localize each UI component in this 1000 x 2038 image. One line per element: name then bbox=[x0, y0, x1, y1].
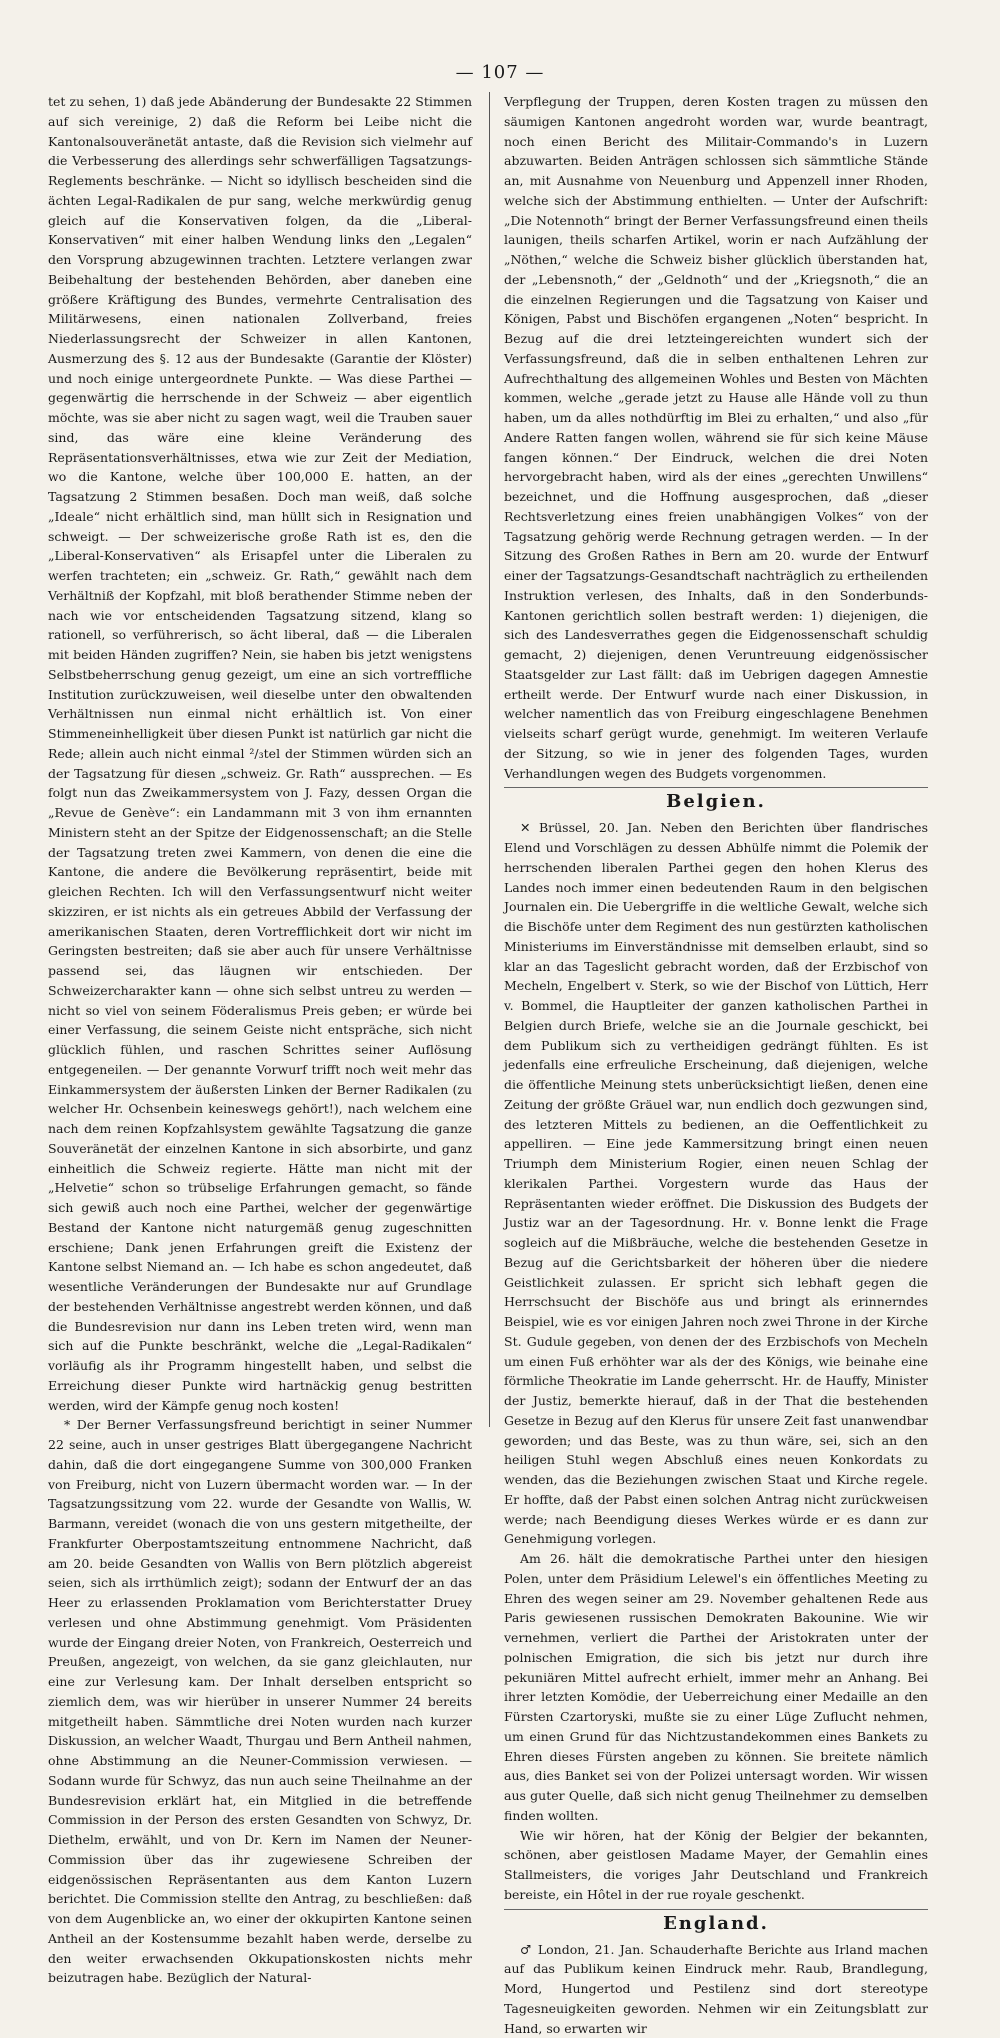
article-berner-verfassungsfreund: * Der Berner Verfassungsfreund berichtigt in seiner Nummer 22 seine, auch in unser gestriges Blatt übergegangene Nachricht dahin, daß die dort eingegangene Summe von 300,000 Franken von Freiburg, nicht von Luzern übermacht worden war. — In der Tagsatzungssitzung vom 22. wurde der Gesandte von Wallis, W. Barmann, vereidet (wonach die von uns gestern mitgetheilte, der Frankfurter Oberpostamtszeitung entnommene Nachricht, daß am 20. beide Gesandten von Wallis von Bern plötzlich abgereist seien, sich als irrthümlich zeigt); sodann der Entwurf der an das Heer zu erlassenden Proklamation vom Berichterstatter Druey verlesen und ohne Abstimmung genehmigt. Vom Präsidenten wurde der Eingang dreier Noten, von Frankreich, Oesterreich und Preußen, angezeigt, von welchen, da sie ganz gleichlauten, nur eine zur Verlesung kam. Der Inhalt derselben entspricht so ziemlich dem, was wir hierüber in unserer Nummer 24 bereits mitgetheilt haben. Sämmtliche drei Noten wurden nach kurzer Diskussion, an welcher Waadt, Thurgau und Bern Antheil nahmen, ohne Abstimmung an die Neuner-Commission verwiesen. — Sodann wurde für Schwyz, das nun auch seine Theilnahme an der Bundesrevision erklärt hat, ein Mitglied in die betreffende Commission in der Person des ersten Gesandten von Schwyz, Dr. Diethelm, erwählt, und von Dr. Kern im Namen der Neuner-Commission über das ihr zugewiesene Schreiben der eidgenössischen Repräsentanten aus dem Kanton Luzern berichtet. Die Commission stellte den Antrag, zu beschließen: daß von dem Augenblicke an, wo einer der okkupirten Kantone seinen Antheil an der Kostensumme bezahlt haben werde, derselbe zu den weiter erwachsenden Okkupationskosten nichts mehr beizutragen habe. Bezüglich der Natural- bbox=[48, 1415, 472, 1988]
section-rule bbox=[504, 1909, 928, 1910]
article-brussels: ✕ Brüssel, 20. Jan. Neben den Berichten über flandrisches Elend und Vorschlägen zu dessen Abhülfe nimmt die Polemik der herrschenden liberalen Parthei gegen den hohen Klerus des Landes noch immer einen bedeutenden Raum in den belgischen Journalen ein. Die Uebergriffe in die weltliche Gewalt, welche sich die Bischöfe unter dem Regiment des nun gestürzten katholischen Ministeriums im Einverständnisse mit demselben erlaubt, sind so klar an das Tageslicht gebracht worden, daß der Erzbischof von Mecheln, Engelbert v. Sterk, so wie der Bischof von Lüttich, Herr v. Bommel, die Hauptleiter der ganzen katholischen Parthei in Belgien durch Briefe, welche sie an die Journale geschickt, bei dem Publikum sich zu vertheidigen gedrängt fühlten. Es ist jedenfalls eine erfreuliche Erscheinung, daß diejenigen, welche die öffentliche Meinung stets unberücksichtigt ließen, denen eine Zeitung der größte Gräuel war, nun endlich doch gezwungen sind, des letzteren Mittels zu bedienen, an die Oeffentlichkeit zu appelliren. — Eine jede Kammersitzung bringt einen neuen Triumph dem Ministerium Rogier, einen neuen Schlag der klerikalen Parthei. Vorgestern wurde das Haus der Repräsentanten wieder eröffnet. Die Diskussion des Budgets der Justiz war an der Tagesordnung. Hr. v. Bonne lenkt die Frage sogleich auf die Mißbräuche, welche die bestehenden Gesetze in Bezug auf die Gerichtsbarkeit der höheren über die niedere Geistlichkeit zulassen. Er spricht sich lebhaft gegen die Herrschsucht der Bischöfe aus und bringt als erinnerndes Beispiel, wie es vor einigen Jahren noch zwei Throne in der Kirche St. Gudule gegeben, von denen der des Erzbischofs von Mecheln um einen Fuß erhöhter war als der des Königs, wie beinahe eine förmliche Theokratie im Lande geherrscht. Hr. de Hauffy, Minister der Justiz, bemerkte hierauf, daß in der That die bestehenden Gesetze in Bezug auf den Klerus für unsere Zeit fast unanwendbar geworden; und das Beste, was zu thun wäre, sei, sich an den heiligen Stuhl wegen Abschluß eines neuen Konkordats zu wenden, das die Beziehungen zwischen Staat und Kirche regele. Er hoffte, daß der Pabst einen solchen Antrag nicht zurückweisen werde; nach Beendigung dieses Werkes würde er es dann zur Genehmigung vorlegen. bbox=[504, 818, 928, 1549]
left-column bbox=[48, 92, 472, 1432]
section-heading-belgien: Belgien. bbox=[504, 790, 928, 814]
article-london: ♂ London, 21. Jan. Schauderhafte Berichte aus Irland machen auf das Publikum keinen Eindruck mehr. Raub, Brandlegung, Mord, Hungertod und Pestilenz sind dort stereotype Tagesneuigkeiten geworden. Nehmen wir ein Zeitungsblatt zur Hand, so erwarten wir bbox=[504, 1940, 928, 2038]
right-column bbox=[504, 92, 928, 1432]
columns bbox=[48, 92, 928, 1432]
section-rule bbox=[504, 787, 928, 788]
page-number: — 107 — bbox=[0, 62, 1000, 83]
article-madame-mayer: Wie wir hören, hat der König der Belgier der bekannten, schönen, aber geistlosen Madame Mayer, der Gemahlin eines Stallmeisters, die voriges Jahr Deutschland und Frankreich bereiste, ein Hôtel in der rue royale geschenkt. bbox=[504, 1826, 928, 1905]
article-swiss-continued: Verpflegung der Truppen, deren Kosten tragen zu müssen den säumigen Kantonen angedroht worden war, wurde beantragt, noch einen Bericht des Militair-Commando's in Luzern abzuwarten. Beiden Anträgen schlossen sich sämmtliche Stände an, mit Ausnahme von Neuenburg und Appenzell inner Rhoden, welche sich der Abstimmung enthielten. — Unter der Aufschrift: „Die Notennoth“ bringt der Berner Verfassungsfreund einen theils launigen, theils scharfen Artikel, worin er nach Aufzählung der „Nöthen,“ welche die Schweiz bisher glücklich überstanden hat, der „Lebensnoth,“ der „Geldnoth“ und der „Kriegsnoth,“ die an die einzelnen Regierungen und die Tagsatzung von Kaiser und Königen, Pabst und Bischöfen ergangenen „Noten“ bespricht. In Bezug auf die drei letzteingereichten wundert sich der Verfassungsfreund, daß die in selben enthaltenen Lehren zur Aufrechthaltung des allgemeinen Wohles und Besten von Mächten kommen, welche „gerade jetzt zu Hause alle Hände voll zu thun haben, um da alles nothdürftig im Blei zu erhalten,“ und also „für Andere Ratten fangen wollen, während sie für sich keine Mäuse fangen können.“ Der Eindruck, welchen die drei Noten hervorgebracht haben, wird als der eines „gerechten Unwillens“ bezeichnet, und die Hoffnung ausgesprochen, daß „dieser Rechtsverletzung eines freien unabhängigen Volkes“ von der Tagsatzung gehörig werde Rechnung getragen werden. — In der Sitzung des Großen Rathes in Bern am 20. wurde der Entwurf einer der Tagsatzungs-Gesandtschaft nachträglich zu ertheilenden Instruktion verlesen, des Inhalts, daß in den Sonderbunds-Kantonen gerichtlich sollen bestraft werden: 1) diejenigen, die sich des Landesverrathes gegen die Eidgenossenschaft schuldig gemacht, 2) diejenigen, denen Veruntreuung eidgenössischer Staatsgelder zur Last fällt: daß im Uebrigen dagegen Amnestie ertheilt werde. Der Entwurf wurde nach einer Diskussion, in welcher namentlich das von Freiburg eingeschlagene Benehmen vielseits scharf gerügt wurde, genehmigt. Im weiteren Verlaufe der Sitzung, so wie in jener des folgenden Tages, wurden Verhandlungen wegen des Budgets vorgenommen. bbox=[504, 92, 928, 783]
article-swiss-constitution: tet zu sehen, 1) daß jede Abänderung der Bundesakte 22 Stimmen auf sich vereinige, 2) daß die Reform bei Leibe nicht die Kantonalsouveränetät antaste, daß die Revision sich vielmehr auf die Verbesserung des allerdings sehr schwerfälligen Tagsatzungs-Reglements beschränke. — Nicht so idyllisch bescheiden sind die ächten Legal-Radikalen de pur sang, welche merkwürdig genug gleich auf die Konservativen folgen, da die „Liberal-Konservativen“ mit einer halben Wendung links den „Legalen“ den Vorsprung abzugewinnen trachten. Letztere verlangen zwar Beibehaltung der bestehenden Behörden, aber daneben eine größere Kräftigung des Bundes, vermehrte Centralisation des Militärwesens, einen nationalen Zollverband, freies Niederlassungsrecht der Schweizer in allen Kantonen, Ausmerzung des §. 12 aus der Bundesakte (Garantie der Klöster) und noch einige untergeordnete Punkte. — Was diese Parthei — gegenwärtig die herrschende in der Schweiz — aber eigentlich möchte, was sie aber nicht zu sagen wagt, weil die Trauben sauer sind, das wäre eine kleine Veränderung des Repräsentationsverhältnisses, etwa wie zur Zeit der Mediation, wo die Kantone, welche über 100,000 E. hatten, an der Tagsatzung 2 Stimmen besaßen. Doch man weiß, daß solche „Ideale“ nicht erhältlich sind, man hüllt sich in Resignation und schweigt. — Der schweizerische große Rath ist es, den die „Liberal-Konservativen“ als Erisapfel unter die Liberalen zu werfen trachteten; ein „schweiz. Gr. Rath,“ gewählt nach dem Verhältniß der Kopfzahl, mit bloß berathender Stimme neben der nach wie vor entscheidenden Tagsatzung sitzend, klang so rationell, so verführerisch, so ächt liberal, daß — die Liberalen mit beiden Händen zugriffen? Nein, sie haben bis jetzt wenigstens Selbstbeherrschung genug gezeigt, um eine an sich vortreffliche Institution zurückzuweisen, weil dieselbe unter den obwaltenden Verhältnissen nun einmal nicht erhältlich ist. Von einer Stimmeneinhelligkeit über diesen Punkt ist natürlich gar nicht die Rede; allein auch nicht einmal ²/₃tel der Stimmen würden sich an der Tagsatzung für diesen „schweiz. Gr. Rath“ aussprechen. — Es folgt nun das Zweikammersystem von J. Fazy, dessen Organ die „Revue de Genève“: ein Landammann mit 3 von ihm ernannten Ministern steht an der Spitze der Eidgenossenschaft; an die Stelle der Tagsatzung treten zwei Kammern, von denen die eine die Kantone, die andere die Bevölkerung repräsentirt, beide mit gleichen Rechten. Ich will den Verfassungsentwurf nicht weiter skizziren, er ist nichts als ein getreues Abbild der Verfassung der amerikanischen Staaten, deren Vortrefflichkeit dort wir nicht im Geringsten bestreiten; daß sie aber auch für unsere Verhältnisse passend sei, das läugnen wir entschieden. Der Schweizercharakter kann — ohne sich selbst untreu zu werden — nicht so viel von seinem Föderalismus Preis geben; er würde bei einer Verfassung, die seinem Geiste nicht entspräche, sich nicht glücklich fühlen, und raschen Schrittes seiner Auflösung entgegeneilen. — Der genannte Vorwurf trifft noch weit mehr das Einkammersystem der äußersten Linken der Berner Radikalen (zu welcher Hr. Ochsenbein keineswegs gehört!), nach welchem eine nach dem reinen Kopfzahlsystem gewählte Tagsatzung die ganze Souveränetät der einzelnen Kantone in sich absorbirte, und ganz einheitlich die Schweiz regierte. Hätte man nicht mit der „Helvetie“ schon so trübselige Erfahrungen gemacht, so fände sich gewiß auch noch eine Parthei, welcher der gegenwärtige Bestand der Kantone nicht naturgemäß genug zugeschnitten erschiene; Dank jenen Erfahrungen greift die Existenz der Kantone selbst Niemand an. — Ich habe es schon angedeutet, daß wesentliche Veränderungen der Bundesakte nur auf Grundlage der bestehenden Verhältnisse angestrebt werden können, und daß die Bundesrevision nur dann ins Leben treten wird, wenn man sich auf die Punkte beschränkt, welche die „Legal-Radikalen“ vorläufig als ihr Programm hingestellt haben, und selbst die Erreichung dieser Punkte wird hartnäckig genug bestritten werden, wird der Kämpfe genug noch kosten! bbox=[48, 92, 472, 1415]
section-heading-england: England. bbox=[504, 1912, 928, 1936]
article-polish-meeting: Am 26. hält die demokratische Parthei unter den hiesigen Polen, unter dem Präsidium Lelewel's ein öffentliches Meeting zu Ehren des wegen seiner am 29. November gehaltenen Rede aus Paris gewiesenen russischen Demokraten Bakounine. Wie wir vernehmen, verliert die Parthei der Aristokraten unter der polnischen Emigration, die sich bis jetzt nur durch ihre pekuniären Mittel aufrecht erhielt, immer mehr an Anhang. Bei ihrer letzten Komödie, der Ueberreichung einer Medaille an den Fürsten Czartoryski, mußte sie zu einer Lüge Zuflucht nehmen, um einen Grund für das Nichtzustandekommen eines Bankets zu Ehren dieses Fürsten angeben zu können. Sie breitete nämlich aus, dies Banket sei von der Polizei untersagt worden. Wir wissen aus guter Quelle, daß sich nicht genug Theilnehmer zu demselben finden wollten. bbox=[504, 1549, 928, 1826]
